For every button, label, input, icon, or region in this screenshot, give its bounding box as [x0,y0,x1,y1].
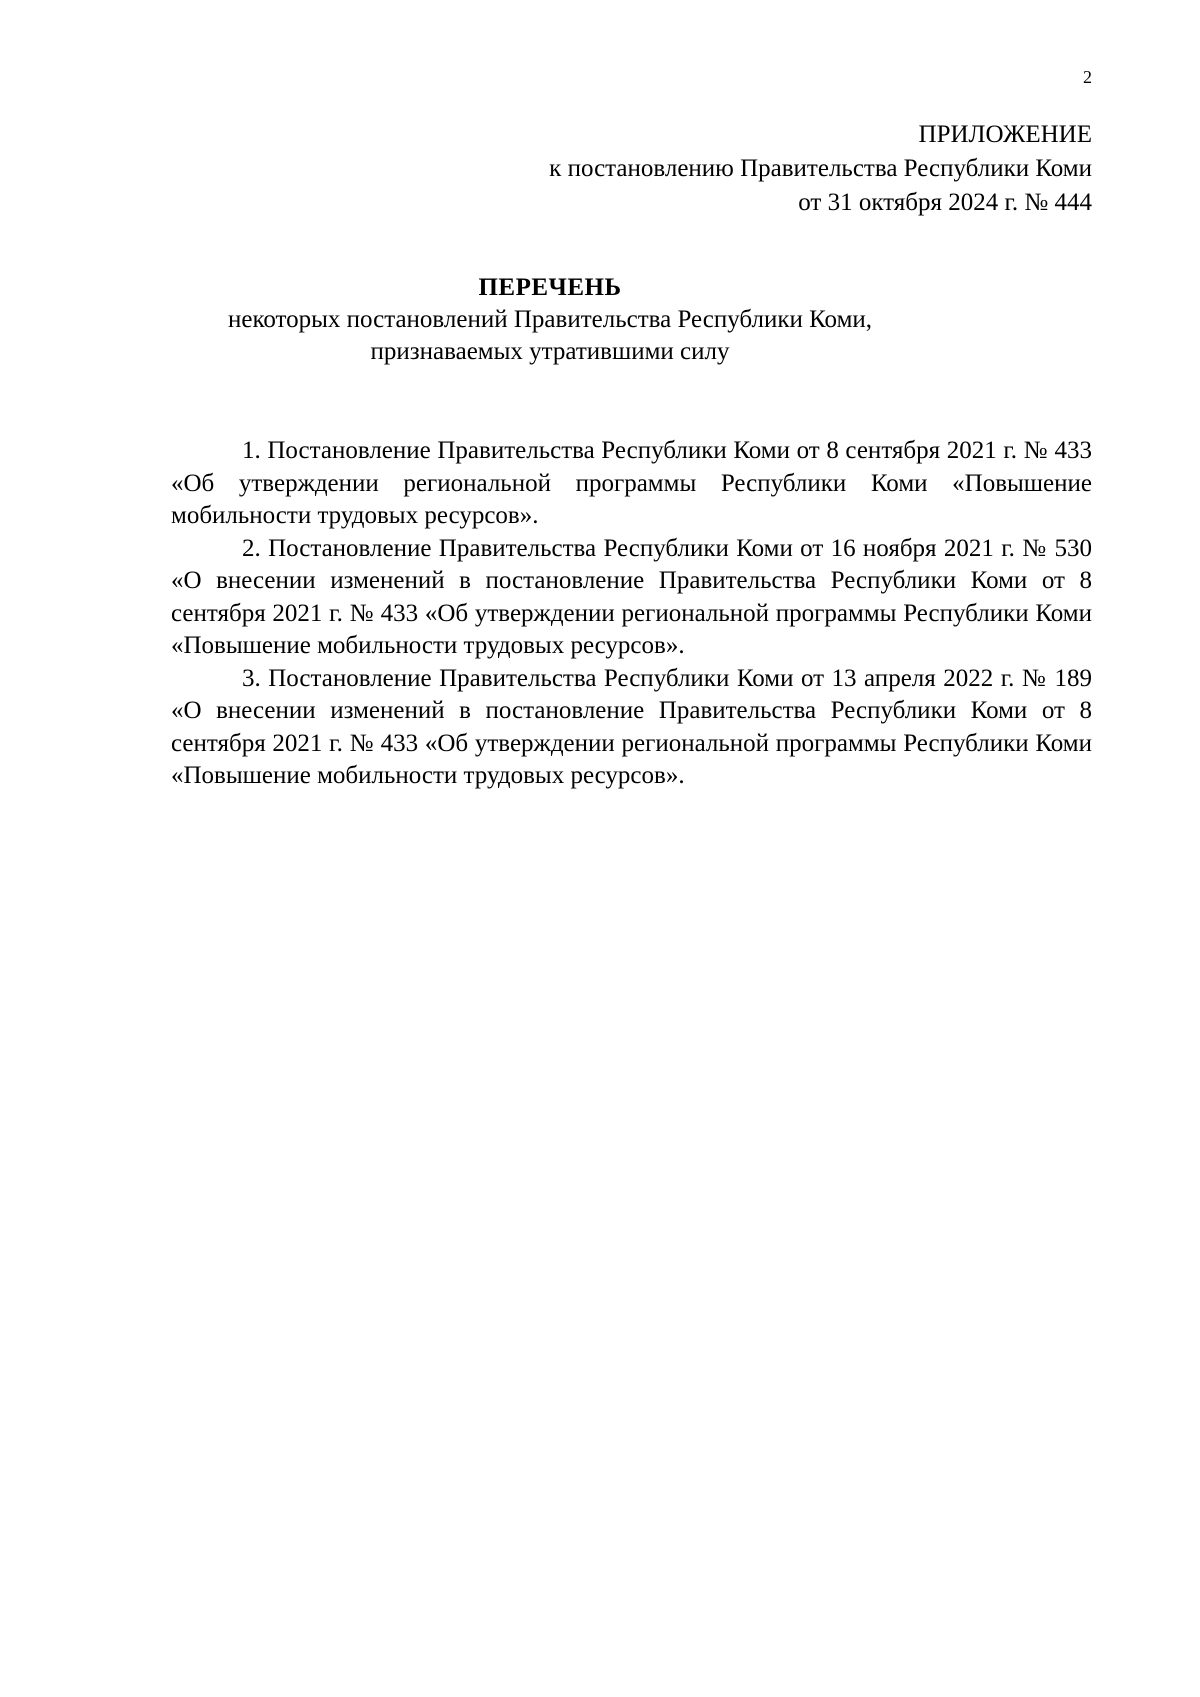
document-subtitle-line-1: некоторых постановлений Правительства Республики Коми, [227,306,873,333]
decree-list-item-1: 1. Постановление Правительства Республики Коми от 8 сентября 2021 г. № 433 «Об утверждении региональной программы Республики Коми «Повышение мобильности трудовых ресурсов». [171,437,1092,529]
document-subtitle-line-2: признаваемых утратившими силу [370,338,730,365]
document-title: ПЕРЕЧЕНЬ [478,274,622,301]
decree-list [171,435,1092,793]
appendix-date-number: от 31 октября 2024 г. № 444 [798,189,1092,216]
document-title-block [150,272,950,368]
appendix-header [392,118,1092,220]
appendix-label: ПРИЛОЖЕНИЕ [918,121,1092,148]
appendix-reference: к постановлению Правительства Республики Коми [549,155,1092,182]
page-number: 2 [1083,67,1092,87]
decree-list-item-3: 3. Постановление Правительства Республики Коми от 13 апреля 2022 г. № 189 «О внесении изменений в постановление Правительства Республики Коми от 8 сентября 2021 г. № 433 «Об утверждении региональной программы Республики Коми «Повышение мобильности трудовых ресурсов». [171,664,1092,789]
decree-list-item-2: 2. Постановление Правительства Республики Коми от 16 ноября 2021 г. № 530 «О внесении изменений в постановление Правительства Республики Коми от 8 сентября 2021 г. № 433 «Об утверждении региональной программы Республики Коми «Повышение мобильности трудовых ресурсов». [171,534,1092,659]
